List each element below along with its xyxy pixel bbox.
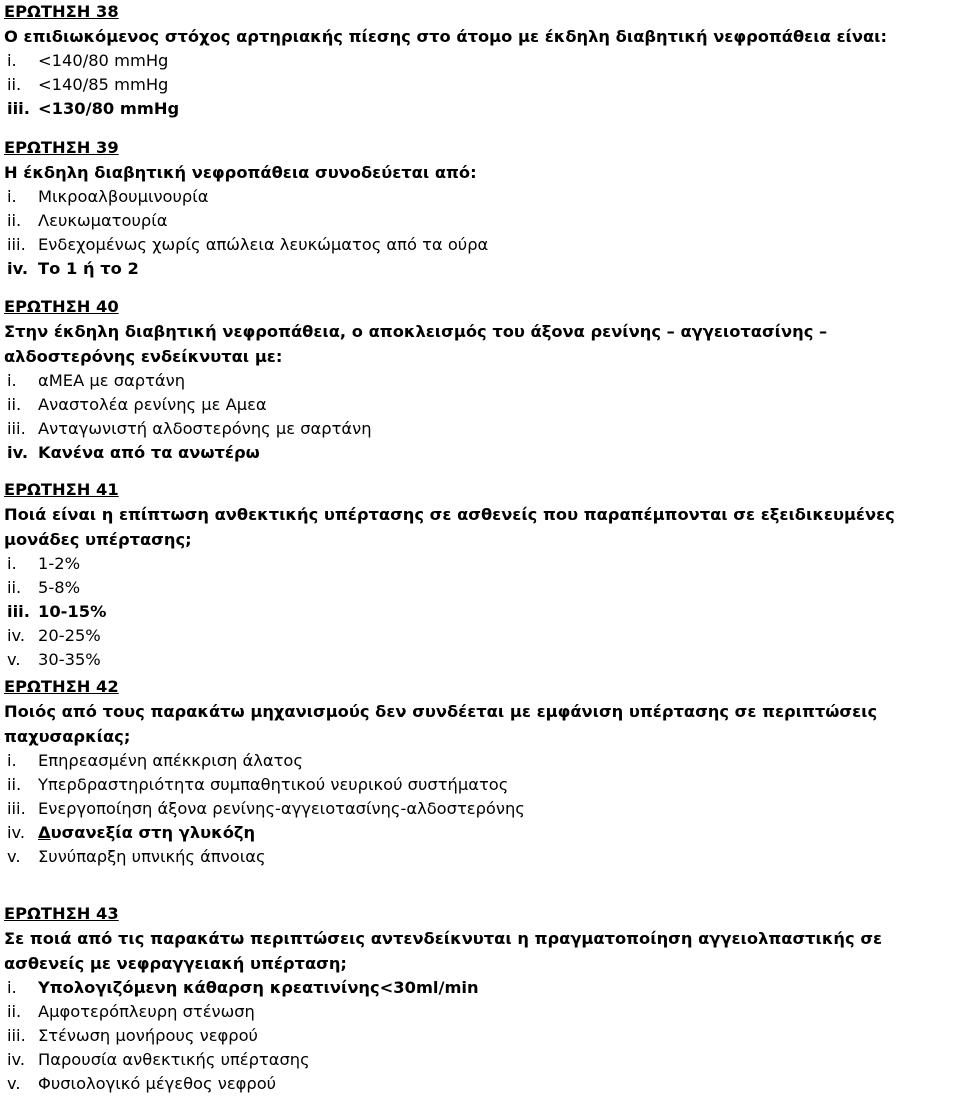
answer-options [4,49,954,121]
option-ii [4,1000,954,1024]
option-i [4,552,954,576]
option-number: i. [7,51,17,70]
option-text: <140/85 mmHg [38,75,169,94]
option-number: iii. [7,1026,26,1045]
option-text: Λευκωματουρία [38,211,168,230]
option-number: ii. [7,1002,22,1021]
option-text: <130/80 mmHg [38,99,180,118]
option-number: i. [7,978,17,997]
option-i [4,49,954,73]
option-number: ii. [7,775,22,794]
question-text-line: Ποιός από τους παρακάτω μηχανισμούς δεν συνδέεται με εμφάνιση υπέρτασης σε περιπτώσεις [4,702,878,721]
question-heading: ΕΡΩΤΗΣΗ 39 [4,138,119,157]
question-heading: ΕΡΩΤΗΣΗ 42 [4,677,119,696]
question-text-line: παχυσαρκίας; [4,727,131,746]
question-43 [4,902,954,1096]
option-iii [4,417,954,441]
answer-options [4,369,954,465]
question-text-line: αλδοστερόνης ενδείκνυται με: [4,347,283,366]
question-42 [4,675,954,869]
option-text: Το 1 ή το 2 [38,259,139,278]
option-text: 10-15% [38,602,107,621]
option-number: iii. [7,602,30,621]
option-i [4,976,954,1000]
question-text-line: Σε ποιά από τις παρακάτω περιπτώσεις αντενδείκνυται η πραγματοποίηση αγγειολπαστικής σε [4,929,883,948]
option-iii [4,233,954,257]
option-text-rest: υσανεξία στη γλυκόζη [50,823,256,842]
option-text-underlined-letter: Δ [38,823,51,842]
question-text-line: Ποιά είναι η επίπτωση ανθεκτικής υπέρτασης σε ασθενείς που παραπέμπονται σε εξειδικευμένες [4,505,895,524]
option-number: iv. [7,823,26,842]
option-iv [4,821,954,845]
question-40 [4,295,954,465]
option-text: 5-8% [38,578,81,597]
option-iii [4,600,954,624]
question-38 [4,0,954,121]
option-number: v. [7,1074,21,1093]
option-ii [4,576,954,600]
option-iii [4,97,954,121]
option-ii [4,73,954,97]
option-number: ii. [7,75,22,94]
option-number: ii. [7,395,22,414]
option-text: 30-35% [38,650,101,669]
option-text: Επηρεασμένη απέκκριση άλατος [38,751,303,770]
option-number: iv. [7,626,26,645]
option-ii [4,393,954,417]
option-text: 20-25% [38,626,101,645]
option-iv [4,624,954,648]
option-number: iv. [7,1050,26,1069]
option-number: i. [7,751,17,770]
option-i [4,185,954,209]
option-v [4,845,954,869]
question-text [4,502,954,552]
answer-options [4,185,954,281]
question-text [4,319,954,369]
option-number: ii. [7,211,22,230]
option-text: Υπολογιζόμενη κάθαρση κρεατινίνης<30ml/min [38,978,479,997]
option-number: i. [7,371,17,390]
option-text: <140/80 mmHg [38,51,169,70]
answer-options [4,749,954,869]
question-text-line: μονάδες υπέρτασης; [4,530,192,549]
question-text-line: Στην έκδηλη διαβητική νεφροπάθεια, ο αποκλεισμός του άξονα ρενίνης – αγγειοτασίνης – [4,322,828,341]
option-iv [4,257,954,281]
option-text: Παρουσία ανθεκτικής υπέρτασης [38,1050,310,1069]
option-number: ii. [7,578,22,597]
question-heading: ΕΡΩΤΗΣΗ 38 [4,2,119,21]
option-iii [4,797,954,821]
option-text: Μικροαλβουμινουρία [38,187,209,206]
option-number: i. [7,554,17,573]
option-iv [4,1048,954,1072]
option-text: Στένωση μονήρους νεφρού [38,1026,258,1045]
option-text: Συνύπαρξη υπνικής άπνοιας [38,847,266,866]
option-number: iv. [7,259,29,278]
option-ii [4,209,954,233]
option-text: Αναστολέα ρενίνης με Αμεα [38,395,267,414]
question-41 [4,478,954,672]
option-text: Υπερδραστηριότητα συμπαθητικού νευρικού συστήματος [38,775,509,794]
question-text: Η έκδηλη διαβητική νεφροπάθεια συνοδεύεται από: [4,163,477,182]
question-text: Ο επιδιωκόμενος στόχος αρτηριακής πίεσης στο άτομο με έκδηλη διαβητική νεφροπάθεια είναι: [4,27,887,46]
option-text: Φυσιολογικό μέγεθος νεφρού [38,1074,277,1093]
question-heading: ΕΡΩΤΗΣΗ 40 [4,297,119,316]
option-ii [4,773,954,797]
option-i [4,369,954,393]
question-text-line: ασθενείς με νεφραγγειακή υπέρταση; [4,954,347,973]
option-v [4,1072,954,1096]
option-number: iii. [7,799,26,818]
option-number: iii. [7,419,26,438]
option-number: iii. [7,235,26,254]
option-i [4,749,954,773]
option-v [4,648,954,672]
option-text: Αμφοτερόπλευρη στένωση [38,1002,255,1021]
option-text: 1-2% [38,554,81,573]
question-text [4,926,954,976]
answer-options [4,976,954,1096]
option-text: Κανένα από τα ανωτέρω [38,443,260,462]
option-number: i. [7,187,17,206]
question-text [4,699,954,749]
option-text: Ενεργοποίηση άξονα ρενίνης-αγγειοτασίνης-αλδοστερόνης [38,799,525,818]
question-heading: ΕΡΩΤΗΣΗ 43 [4,904,119,923]
question-39 [4,136,954,281]
answer-options [4,552,954,672]
option-number: iv. [7,443,29,462]
option-number: iii. [7,99,30,118]
option-number: v. [7,847,21,866]
option-text: αΜΕΑ με σαρτάνη [38,371,186,390]
option-text: Ανταγωνιστή αλδοστερόνης με σαρτάνη [38,419,372,438]
option-text [38,823,255,842]
option-iii [4,1024,954,1048]
question-heading: ΕΡΩΤΗΣΗ 41 [4,480,119,499]
option-iv [4,441,954,465]
option-number: v. [7,650,21,669]
option-text: Ενδεχομένως χωρίς απώλεια λευκώματος από τα ούρα [38,235,489,254]
